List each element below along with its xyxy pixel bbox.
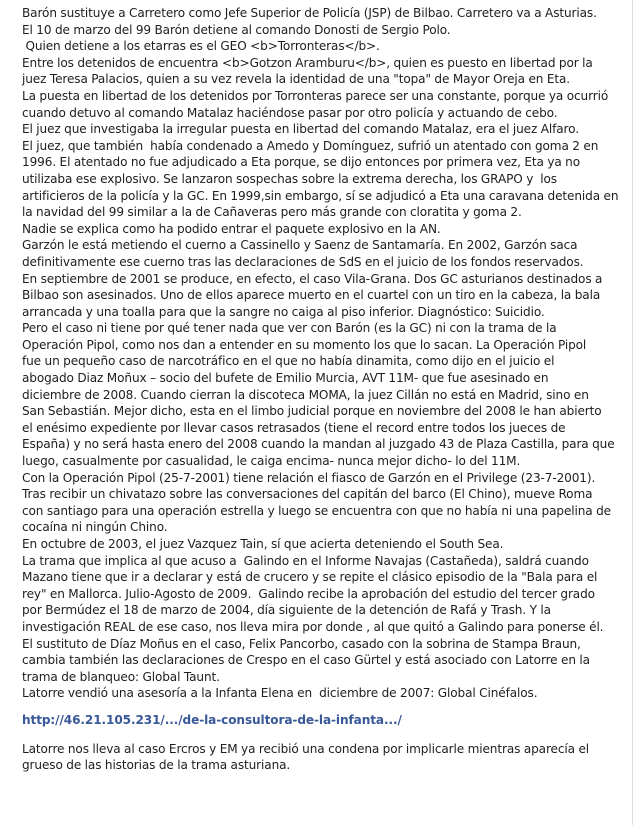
text-line: arrancada y una toalla para que la sangre no caiga al piso inferior. Diagnóstico: Suicidio. xyxy=(22,304,545,319)
text-line: El sustituto de Díaz Moñus en el caso, Felix Pancorbo, casado con la sobrina de Stampa Braun, xyxy=(22,636,581,651)
text-line: luego, casualmente por casualidad, le caiga encima- nunca mejor dicho- lo del 11M. xyxy=(22,454,521,469)
text-line: Latorre nos lleva al caso Ercros y EM ya recibió una condena por implicarle mientras aparecía el xyxy=(22,741,590,756)
text-line: Nadie se explica como ha podido entrar el paquete explosivo en la AN. xyxy=(22,221,441,236)
text-line: fue un pequeño caso de narcotráfico en el que no había dinamita, como dijo en el juicio el xyxy=(22,354,555,369)
post-body-continued xyxy=(22,741,629,774)
text-line: abogado Diaz Moñux – socio del bufete de Emilio Murcia, AVT 11M- que fue asesinado en xyxy=(22,371,549,386)
text-line: el enésimo expediente por llevar casos retrasados (tiene el record entre todos los jueces de xyxy=(22,420,566,435)
text-line: utilizaba ese explosivo. Se lanzaron sospechas sobre la extrema derecha, los GRAPO y los xyxy=(22,171,557,186)
text-line: investigación REAL de ese caso, nos lleva mira por donde , al que quitó a Galindo para ponerse él. xyxy=(22,619,604,634)
text-line: 1996. El atentado no fue adjudicado a Eta porque, se dijo entonces por primera vez, Eta ya no xyxy=(22,155,580,170)
text-line: cocaína ni ningún Chino. xyxy=(22,520,168,535)
text-line: artificieros de la policía y la GC. En 1999,sin embargo, sí se adjudicó a Eta una caravana detenida en xyxy=(22,188,619,203)
text-line: grueso de las historias de la trama asturiana. xyxy=(22,758,291,773)
text-line: Bilbao son asesinados. Uno de ellos aparece muerto en el cuartel con un tiro en la cabeza, la bala xyxy=(22,288,601,303)
text-line: La puesta en libertad de los detenidos por Torronteras parece ser una constante, porque ya ocurrió xyxy=(22,88,609,103)
text-line: juez Teresa Palacios, quien a su vez revela la identidad de una "topa" de Mayor Oreja en Eta. xyxy=(22,72,571,87)
text-line: Quien detiene a los etarras es el GEO <b>Torronteras</b>. xyxy=(22,39,380,54)
text-line: Garzón le está metiendo el cuerno a Cassinello y Saenz de Santamaría. En 2002, Garzón saca xyxy=(22,238,578,253)
text-line: diciembre de 2008. Cuando cierran la discoteca MOMA, la juez Cillán no está en Madrid, sino en xyxy=(22,387,589,402)
text-line: la navidad del 99 similar a la de Cañaveras pero más grande con cloratita y goma 2. xyxy=(22,205,522,220)
text-line: San Sebastián. Mejor dicho, esta en el limbo judicial porque en noviembre del 2008 le han abierto xyxy=(22,404,602,419)
text-line: Barón sustituye a Carretero como Jefe Superior de Policía (JSP) de Bilbao. Carretero va a Asturias. xyxy=(22,6,597,20)
text-line: España) y no será hasta enero del 2008 cuando la mandan al juzgado 43 de Plaza Castilla, para que xyxy=(22,437,615,452)
text-line: definitivamente ese cuerno tras las declaraciones de SdS en el juicio de los fondos reservados. xyxy=(22,254,584,269)
post-link[interactable]: http://46.21.105.231/.../de-la-consultora-de-la-infanta.../ xyxy=(22,712,402,727)
text-line: Con la Operación Pipol (25-7-2001) tiene relación el fiasco de Garzón en el Privilege (23-7-2001). xyxy=(22,470,596,485)
text-line: El 10 de marzo del 99 Barón detiene al comando Donosti de Sergio Polo. xyxy=(22,22,451,37)
text-line: Latorre vendió una asesoría a la Infanta Elena en diciembre de 2007: Global Cinéfalos. xyxy=(22,686,538,701)
text-line: Entre los detenidos de encuentra <b>Gotzon Aramburu</b>, quien es puesto en libertad por la xyxy=(22,55,593,70)
text-line: cambia también las declaraciones de Crespo en el caso Gürtel y está asociado con Latorre en la xyxy=(22,653,590,668)
text-line: Pero el caso ni tiene por qué tener nada que ver con Barón (es la GC) ni con la trama de la xyxy=(22,321,557,336)
text-line: Mazano tiene que ir a declarar y está de crucero y se repite el clásico episodio de la "Bala para el xyxy=(22,570,598,585)
link-paragraph xyxy=(22,712,629,729)
text-line: cuando detuvo al comando Matalaz haciéndose pasar por otro policía y actuando de cebo. xyxy=(22,105,558,120)
text-line: La trama que implica al que acuso a Galindo en el Informe Navajas (Castañeda), saldrá cuando xyxy=(22,553,589,568)
right-divider xyxy=(632,0,633,825)
text-line: rey" en Mallorca. Julio-Agosto de 2009. Galindo recibe la aprobación del estudio del tercer grado xyxy=(22,586,595,601)
text-line: Operación Pipol, como nos dan a entender en su momento los que lo sacan. La Operación Pipol xyxy=(22,337,587,352)
text-line: con santiago para una operación estrella y luego se encuentra con que no había ni una papelina de xyxy=(22,503,611,518)
text-line: trama de blanqueo: Global Taunt. xyxy=(22,669,220,684)
text-line: El juez, que también había condenado a Amedo y Domínguez, sufrió un atentado con goma 2 en xyxy=(22,138,599,153)
text-line: En octubre de 2003, el juez Vazquez Tain, sí que acierta deteniendo el South Sea. xyxy=(22,537,504,551)
text-line: El juez que investigaba la irregular puesta en libertad del comando Matalaz, era el juez Alfaro. xyxy=(22,122,579,137)
post-body xyxy=(22,5,629,702)
text-line: Tras recibir un chivatazo sobre las conversaciones del capitán del barco (El Chino), mueve Roma xyxy=(22,487,593,502)
text-line: por Bermúdez el 18 de marzo de 2004, día siguiente de la detención de Rafá y Trash. Y la xyxy=(22,603,551,618)
text-line: En septiembre de 2001 se produce, en efecto, el caso Vila-Grana. Dos GC asturianos destinados a xyxy=(22,271,603,286)
